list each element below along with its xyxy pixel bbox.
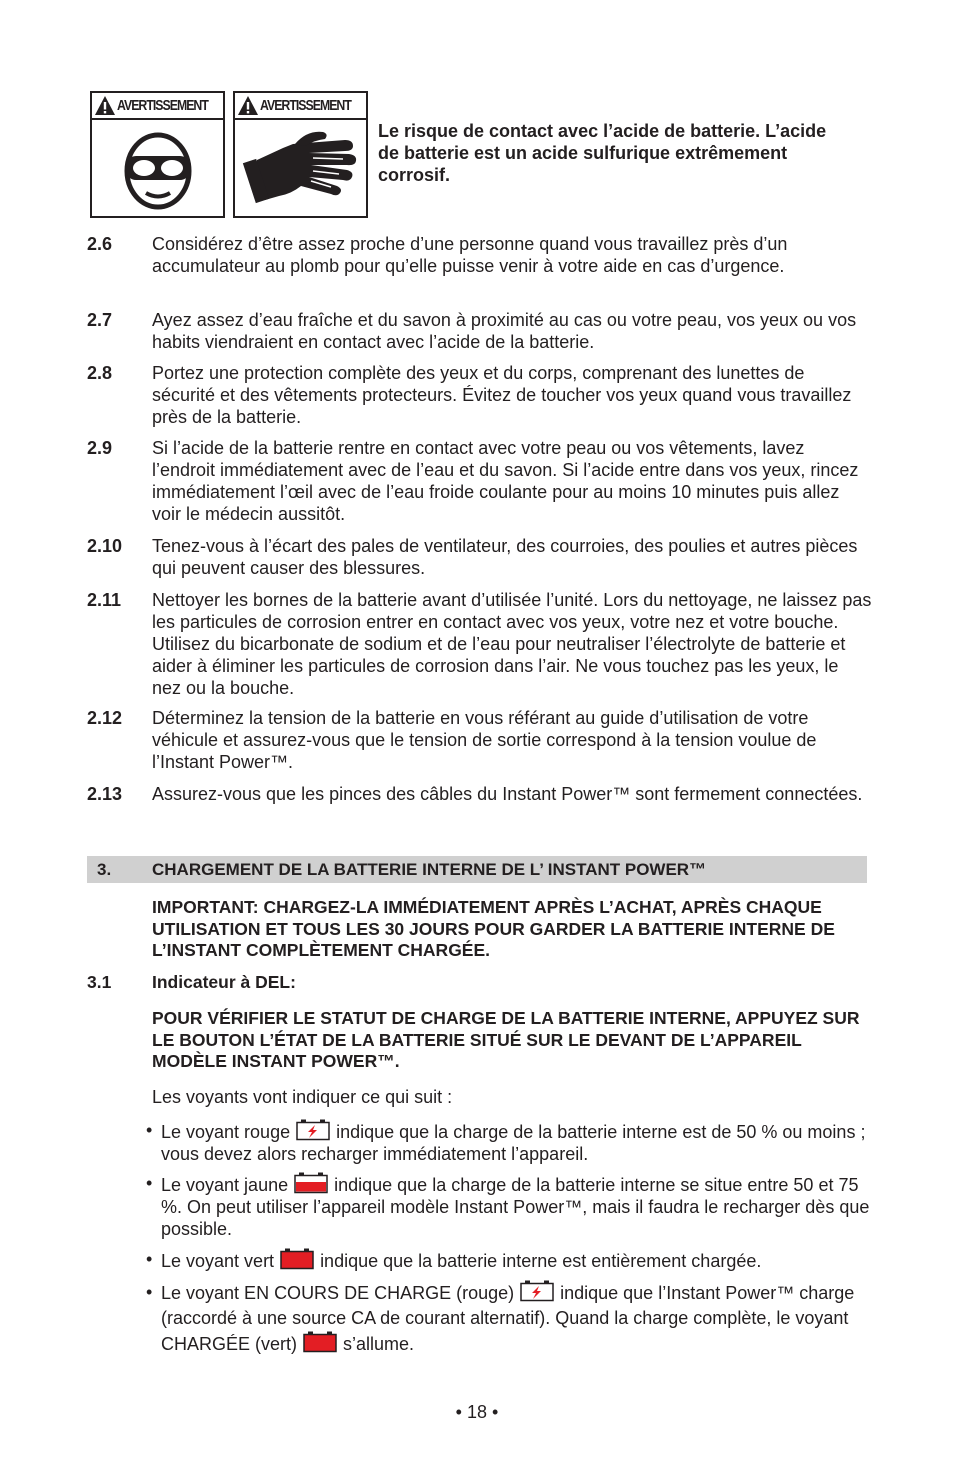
list-item xyxy=(87,589,872,699)
safety-goggles-icon xyxy=(92,120,223,216)
item-text: Portez une protection complète des yeux et du corps, comprenant des lunettes de sécurité et des vêtements protecteurs. Évitez de toucher vos yeux quand vous travaillez près de la batterie. xyxy=(152,363,852,427)
list-item xyxy=(87,437,872,525)
page-number: • 18 • xyxy=(455,1402,499,1422)
instruction-text: POUR VÉRIFIER LE STATUT DE CHARGE DE LA BATTERIE INTERNE, APPUYEZ SUR LE BOUTON L’ÉTAT DE LA BATTERIE SITUÉ SUR LE DEVANT DE L’APPAREIL MODÈLE INSTANT POWER™. xyxy=(152,1008,860,1071)
warning-label: AVERTISSEMENT xyxy=(117,97,208,114)
intro-text: Les voyants vont indiquer ce qui suit : xyxy=(152,1087,453,1107)
section-number: 3. xyxy=(97,860,112,879)
list-item xyxy=(87,309,872,353)
subsection-title: Indicateur à DEL: xyxy=(152,972,296,992)
list-item xyxy=(146,1280,871,1357)
bullet-lead: Le voyant jaune xyxy=(161,1175,289,1195)
bullet-dot: • xyxy=(146,1282,153,1302)
battery-partial-icon xyxy=(294,1172,328,1194)
item-text: Tenez-vous à l’écart des pales de ventilateur, des courroies, des poulies et autres pièces qui peuvent causer des blessures. xyxy=(152,536,858,578)
list-item xyxy=(87,783,872,805)
bullet-text: indique que la charge de la batterie interne se situe entre 50 et 75 %. On peut utiliser l’appareil modèle Instant Power™, mais il faudra le recharger dès que possible. xyxy=(161,1175,870,1239)
item-number: 2.12 xyxy=(87,708,123,728)
warning-text: Le risque de contact avec l’acide de batterie. L’acide de batterie est un acide sulfurique extrêmement corrosif. xyxy=(378,121,827,185)
list-item xyxy=(146,1172,871,1240)
item-number: 2.7 xyxy=(87,310,113,330)
list-item xyxy=(87,362,872,428)
subsection-number: 3.1 xyxy=(87,972,112,992)
item-number: 2.13 xyxy=(87,784,123,804)
warning-triangle-icon xyxy=(94,95,116,117)
bullet-lead: Le voyant vert xyxy=(161,1251,275,1271)
item-number: 2.9 xyxy=(87,438,113,458)
bullet-dot: • xyxy=(146,1249,153,1269)
battery-full-icon xyxy=(280,1248,314,1270)
warning-header xyxy=(92,93,223,120)
bullet-text-end: s’allume. xyxy=(343,1334,415,1354)
list-item xyxy=(87,707,872,773)
bullet-lead: Le voyant EN COURS DE CHARGE (rouge) xyxy=(161,1283,515,1303)
item-number: 2.8 xyxy=(87,363,113,383)
warning-triangle-icon xyxy=(237,95,259,117)
list-item xyxy=(87,233,872,277)
item-number: 2.11 xyxy=(87,590,122,610)
warning-box-glove xyxy=(233,91,368,218)
list-item xyxy=(146,1248,871,1272)
bullet-dot: • xyxy=(146,1173,153,1193)
item-number: 2.6 xyxy=(87,234,113,254)
list-item xyxy=(146,1119,871,1165)
bullet-text: indique que l’Instant Power™ charge (raccordé à une source CA de courant alternatif). Quand la charge complète, le voyant CHARGÉE (vert) xyxy=(161,1283,855,1354)
item-text: Déterminez la tension de la batterie en vous référant au guide d’utilisation de votre véhicule et assurez-vous que le tension de sortie correspond à la tension voulue de l’Instant Power™. xyxy=(152,708,817,772)
battery-charging-icon xyxy=(520,1280,554,1302)
item-text: Ayez assez d’eau fraîche et du savon à proximité au cas ou votre peau, vos yeux ou vos habits viendraient en contact avec l’acide de la batterie. xyxy=(152,310,857,352)
bullet-text: indique que la charge de la batterie interne est de 50 % ou moins ; vous devez alors recharger immédiatement l’appareil. xyxy=(161,1122,866,1164)
section-header xyxy=(87,856,867,883)
protective-glove-icon xyxy=(235,120,366,216)
section-title: CHARGEMENT DE LA BATTERIE INTERNE DE L’ INSTANT POWER™ xyxy=(152,860,707,879)
item-text: Considérez d’être assez proche d’une personne quand vous travaillez près d’un accumulateur au plomb pour qu’elle puisse venir à votre aide en cas d’urgence. xyxy=(152,234,788,276)
list-item xyxy=(87,535,872,579)
warning-box-goggles xyxy=(90,91,225,218)
item-text: Si l’acide de la batterie rentre en contact avec votre peau ou vos vêtements, lavez l’endroit immédiatement avec de l’eau et du savon. Si l’acide entre dans vos yeux, rincez immédiatement l’œil avec de l’eau froide coulante pour au moins 10 minutes puis allez voir le médecin aussitôt. xyxy=(152,438,859,524)
battery-full-icon xyxy=(303,1331,337,1353)
bullet-lead: Le voyant rouge xyxy=(161,1122,291,1142)
warning-label: AVERTISSEMENT xyxy=(260,97,351,114)
item-number: 2.10 xyxy=(87,536,123,556)
important-notice: IMPORTANT: CHARGEZ-LA IMMÉDIATEMENT APRÈS L’ACHAT, APRÈS CHAQUE UTILISATION ET TOUS LES 30 JOURS POUR GARDER LA BATTERIE INTERNE DE L’INSTANT COMPLÈTEMENT CHARGÉE. xyxy=(152,897,835,960)
bullet-dot: • xyxy=(146,1120,153,1140)
battery-charging-icon xyxy=(296,1119,330,1141)
item-text: Assurez-vous que les pinces des câbles du Instant Power™ sont fermement connectées. xyxy=(152,784,863,804)
warning-header xyxy=(235,93,366,120)
subsection-header xyxy=(87,971,296,993)
bullet-text: indique que la batterie interne est entièrement chargée. xyxy=(320,1251,762,1271)
item-text: Nettoyer les bornes de la batterie avant d’utilisée l’unité. Lors du nettoyage, ne laissez pas les particules de corrosion entrer en contact avec vos yeux, votre nez et votre bouche. Utilisez du bicarbonate de sodium et de l’eau pour neutraliser l’électrolyte de batterie et aider à éliminer les particules de corrosion dans l’air. Ne vous touchez pas les yeux, le nez ou la bouche. xyxy=(152,590,872,698)
